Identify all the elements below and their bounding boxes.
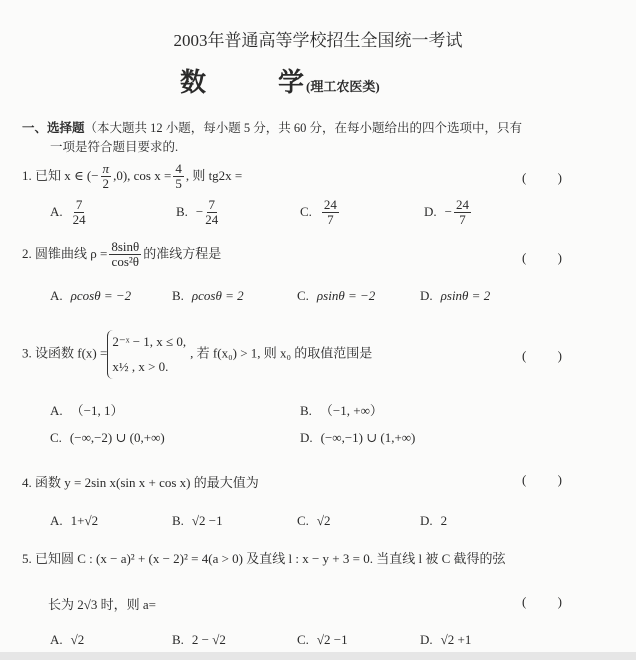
option-c (300, 198, 341, 228)
subject-heading (180, 62, 380, 99)
section-intro (22, 118, 522, 136)
math-text: (−∞,−2) ∪ (0,+∞) (69, 430, 165, 445)
option-c (50, 430, 165, 446)
math-text: √2 (316, 513, 331, 528)
math-text: A. (50, 203, 63, 219)
math-text: B. (176, 203, 188, 219)
math-text: √2 (70, 632, 85, 647)
fraction (101, 162, 112, 192)
math-text: D. (300, 430, 313, 445)
math-text: C. (297, 288, 309, 303)
option-a (50, 400, 123, 419)
stem-text: , 若 f(x₀) > 1, 则 x₀ 的取值范围是 (190, 345, 373, 361)
stem-text: 1. 已知 x ∈ (− (22, 167, 99, 183)
option-d (420, 513, 447, 529)
math-text: B. (172, 632, 184, 647)
numerator: 4 (175, 161, 182, 176)
question-5-stem: 5. 已知圆 C : (x − a)² + (x − 2)² = 4(a > 0) 及直线 l : x − y + 3 = 0. 当直线 l 被 C 截得的弦 (22, 551, 506, 566)
fraction (109, 240, 141, 270)
heading-char: 数 (180, 68, 209, 97)
denominator: 2 (102, 176, 110, 192)
option-a (50, 288, 131, 304)
answer-paren (522, 348, 562, 364)
math-text: ( (522, 170, 527, 185)
option-d (300, 430, 415, 446)
numerator: 8sinθ (111, 239, 140, 254)
math-text: ρsinθ = 2 (440, 288, 491, 303)
math-text: ρcosθ = −2 (70, 288, 132, 303)
math-text: A. (50, 403, 63, 418)
math-text: C. (297, 513, 309, 528)
math-text: A. (50, 513, 63, 528)
math-text: 2⁻ˣ − 1, x ≤ 0, (112, 334, 187, 349)
stem-text: ,0), cos x = (113, 167, 172, 183)
math-text: √2 −1 (316, 632, 348, 647)
option-c (297, 632, 348, 648)
math-text: A. (50, 632, 63, 647)
option-b (176, 198, 220, 228)
math-text: 7 (208, 197, 216, 212)
section-label: 一、选择题 (22, 121, 85, 135)
question-1-stem (22, 162, 242, 192)
math-text: C. (50, 430, 62, 445)
math-text: （−1, 1） (70, 403, 124, 418)
piecewise-cases (107, 330, 190, 379)
stem-text: 的准线方程是 (143, 245, 222, 261)
denominator: cos²θ (111, 254, 140, 270)
math-text: 2 − √2 (191, 632, 226, 647)
math-text: D. (424, 203, 437, 219)
math-text: (−∞,−1) ∪ (1,+∞) (320, 430, 416, 445)
math-text: D. (420, 513, 433, 528)
math-text: 7 (459, 212, 466, 228)
answer-paren (522, 170, 562, 186)
math-text: 7 (75, 197, 83, 212)
math-text: 24 (205, 212, 219, 228)
option-a (50, 198, 88, 228)
stem-text: , 则 tg2x = (185, 167, 243, 183)
math-text: 24 (323, 197, 337, 212)
math-text: √2 −1 (191, 513, 223, 528)
denominator: 5 (175, 176, 182, 192)
heading-char: 学 (278, 68, 307, 97)
math-text: ) (557, 348, 562, 363)
math-text: B. (300, 403, 312, 418)
math-text: C. (300, 203, 312, 219)
option-d (420, 632, 471, 648)
option-c (297, 288, 375, 304)
option-c (297, 513, 331, 529)
option-a (50, 513, 98, 529)
math-text: 24 (72, 212, 86, 228)
math-text: ( (522, 348, 527, 363)
math-text: 7 (327, 212, 334, 228)
exam-title: 2003年普通高等学校招生全国统一考试 (173, 31, 463, 50)
math-text: √2 +1 (440, 632, 472, 647)
math-text: B. (172, 288, 184, 303)
math-text: − (444, 203, 452, 219)
option-b (172, 288, 244, 304)
math-text: 2 (440, 513, 448, 528)
math-text: − (195, 203, 204, 219)
math-text: B. (172, 513, 184, 528)
stem-text: 3. 设函数 f(x) = (22, 345, 108, 361)
math-text: 24 (455, 197, 469, 212)
question-2-stem (22, 240, 221, 270)
math-text: （−1, +∞） (319, 403, 383, 418)
math-text: A. (50, 288, 63, 303)
math-text (205, 198, 218, 228)
question-3-stem (22, 330, 372, 379)
math-text: ρcosθ = 2 (191, 288, 244, 303)
math-text: D. (420, 632, 433, 647)
math-text: ( (522, 472, 527, 487)
section-text: （本大题共 12 小题，每小题 5 分，共 60 分，在每小题给出的四个选项中，只有 (84, 121, 523, 135)
option-b (300, 400, 383, 419)
option-d (420, 288, 490, 304)
option-d (424, 198, 473, 228)
math-text (322, 198, 339, 228)
option-a (50, 632, 84, 648)
math-text: 1+√2 (70, 513, 99, 528)
section-text: 一项是符合题目要求的. (50, 140, 179, 154)
math-text (454, 198, 471, 228)
math-text: ) (557, 250, 562, 265)
numerator: π (102, 161, 110, 176)
question-4-stem: 4. 函数 y = 2sin x(sin x + cos x) 的最大值为 (22, 475, 259, 490)
math-text: ) (557, 594, 562, 609)
stem-text: 2. 圆锥曲线 ρ = (22, 245, 108, 261)
answer-paren (522, 472, 562, 488)
math-text: ) (557, 170, 562, 185)
math-text: ρsinθ = −2 (316, 288, 376, 303)
question-5-stem-cont: 长为 2√3 时，则 a= (48, 597, 156, 612)
answer-paren (522, 250, 562, 266)
math-text: ) (557, 472, 562, 487)
option-b (172, 632, 226, 648)
math-text: C. (297, 632, 309, 647)
page-bottom-band (0, 652, 636, 660)
heading-subtitle: (理工农医类) (306, 79, 380, 94)
answer-paren (522, 594, 562, 610)
fraction (173, 162, 184, 192)
option-b (172, 513, 223, 529)
math-text: D. (420, 288, 433, 303)
math-text (73, 198, 86, 228)
math-text: x½ , x > 0. (112, 358, 169, 374)
math-text: ( (522, 250, 527, 265)
math-text: ( (522, 594, 527, 609)
